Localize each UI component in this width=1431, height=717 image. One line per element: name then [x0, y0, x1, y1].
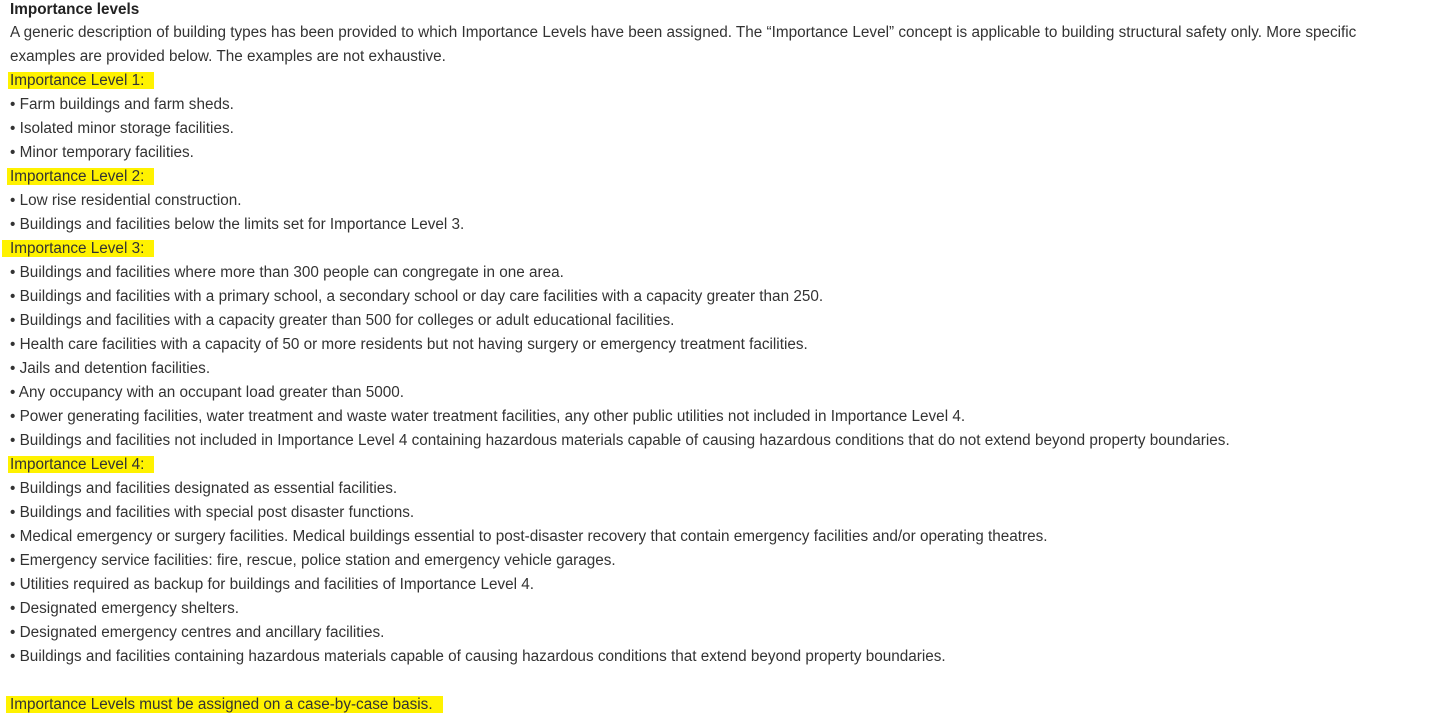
list-item: • Buildings and facilities containing hazardous materials capable of causing hazardous conditions that extend beyond property boundaries. [10, 648, 946, 665]
list-item: • Buildings and facilities with a primary school, a secondary school or day care facilities with a capacity greater than 250. [10, 288, 824, 305]
level-1-heading-row [10, 69, 1425, 93]
list-item: • Designated emergency shelters. [10, 600, 239, 617]
footer-note: Importance Levels must be assigned on a case-by-case basis. [6, 696, 443, 713]
list-item: • Any occupancy with an occupant load greater than 5000. [10, 384, 404, 401]
list-item: • Health care facilities with a capacity of 50 or more residents but not having surgery or emergency treatment facilities. [10, 336, 808, 353]
list-item: • Buildings and facilities below the limits set for Importance Level 3. [10, 216, 465, 233]
list-item: • Low rise residential construction. [10, 192, 242, 209]
level-4-heading-row [10, 453, 1425, 477]
level-heading: Importance Level 2: [7, 168, 154, 185]
intro-paragraph: A generic description of building types has been provided to which Importance Levels have been assigned. The “Importance Level” concept is applicable to building structural safety only. More specific examples are provided below. The examples are not exhaustive. [10, 24, 1357, 65]
level-3-heading-row [10, 237, 1425, 261]
list-item: • Buildings and facilities where more than 300 people can congregate in one area. [10, 264, 564, 281]
level-heading: Importance Level 3: [2, 240, 154, 257]
list-item: • Medical emergency or surgery facilities. Medical buildings essential to post-disaster recovery that contain emergency facilities and/or operating theatres. [10, 528, 1048, 545]
page-title: Importance levels [10, 1, 140, 18]
level-heading: Importance Level 1: [8, 72, 154, 89]
list-item: • Designated emergency centres and ancillary facilities. [10, 624, 385, 641]
list-item: • Jails and detention facilities. [10, 360, 211, 377]
list-item: • Farm buildings and farm sheds. [10, 96, 234, 113]
footer-note-row [10, 693, 1425, 717]
list-item: • Buildings and facilities with a capacity greater than 500 for colleges or adult educational facilities. [10, 312, 675, 329]
list-item: • Power generating facilities, water treatment and waste water treatment facilities, any other public utilities not included in Importance Level 4. [10, 408, 966, 425]
list-item: • Buildings and facilities designated as essential facilities. [10, 480, 398, 497]
document-body [10, 0, 1425, 717]
level-heading: Importance Level 4: [8, 456, 154, 473]
list-item: • Buildings and facilities with special post disaster functions. [10, 504, 415, 521]
list-item: • Minor temporary facilities. [10, 144, 194, 161]
list-item: • Emergency service facilities: fire, rescue, police station and emergency vehicle garages. [10, 552, 616, 569]
level-2-heading-row [10, 165, 1425, 189]
list-item: • Buildings and facilities not included in Importance Level 4 containing hazardous materials capable of causing hazardous conditions that do not extend beyond property boundaries. [10, 432, 1230, 449]
list-item: • Isolated minor storage facilities. [10, 120, 234, 137]
list-item: • Utilities required as backup for buildings and facilities of Importance Level 4. [10, 576, 535, 593]
spacer [10, 669, 1425, 693]
